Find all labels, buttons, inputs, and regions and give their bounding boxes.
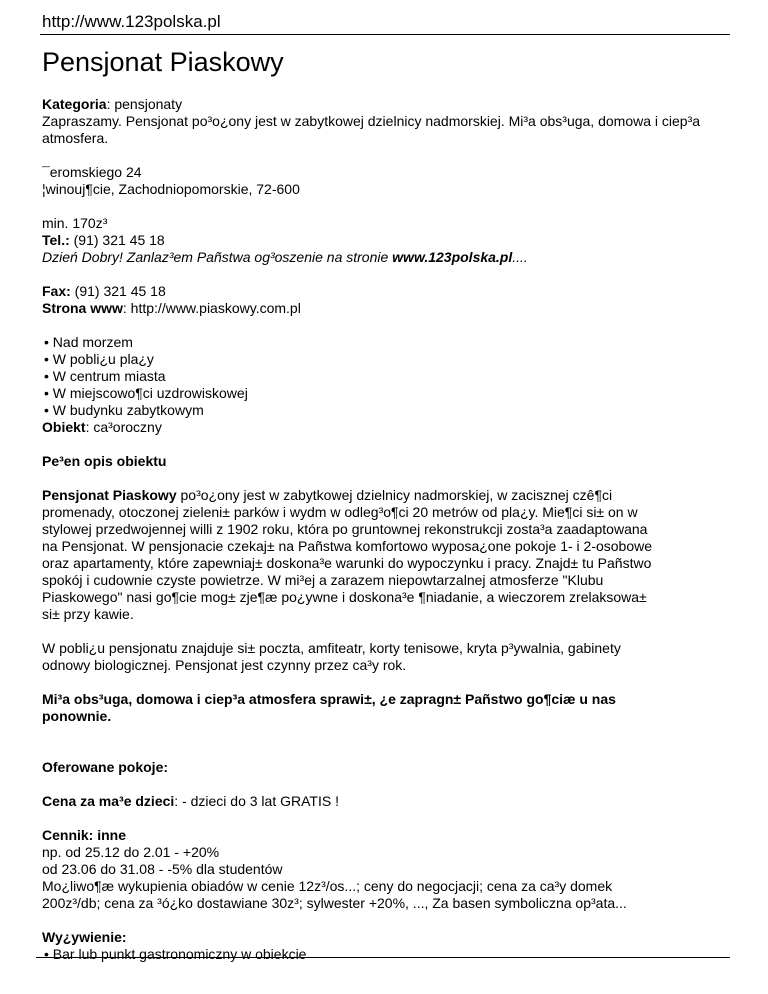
- desc-line: oraz apartamenty, które zapewniaj± doskona³e warunki do wypoczynku i pracy. Znajd± tu Pañstwo: [42, 555, 652, 571]
- full-desc-heading: Pe³en opis obiektu: [42, 453, 167, 469]
- desc-line: odnowy biologicznej. Pensjonat jest czynny przez ca³y rok.: [42, 657, 407, 673]
- object-line: [42, 419, 732, 436]
- fax-value: (91) 321 45 18: [70, 283, 166, 299]
- description-paragraph-2: W pobli¿u pensjonatu znajduje si± poczta, amfiteatr, korty tenisowe, kryta p³ywalnia, gabinety: [42, 640, 621, 656]
- desc-line: stylowej przedwojennej willi z 1902 roku, która po gruntownej rekonstrukcji zosta³a zaadaptowana: [42, 521, 648, 537]
- category-line: [42, 96, 732, 113]
- desc-line: ponownie.: [42, 708, 112, 724]
- www-value: : http://www.piaskowy.com.pl: [122, 300, 301, 316]
- listing-content: [42, 96, 732, 963]
- object-label: Obiekt: [42, 419, 86, 435]
- desc-bold-name: Pensjonat Piaskowy: [42, 487, 177, 503]
- description-paragraph-1: Pensjonat Piaskowy po³o¿ony jest w zabytkowej dzielnicy nadmorskiej, w zacisznej czê¶ci: [42, 487, 613, 503]
- intro-text: Zapraszamy. Pensjonat po³o¿ony jest w zabytkowej dzielnicy nadmorskiej. Mi³a obs³uga, domowa i ciep³a atmosfera.: [42, 113, 701, 146]
- desc-line: spokój i cudownie czyste powietrze. W mi³ej a zarazem niepowtarzalnej atmosferze "Klubu: [42, 572, 604, 588]
- footer-divider: [36, 957, 730, 958]
- www-line: [42, 300, 732, 317]
- www-label: Strona www: [42, 300, 123, 316]
- note-text: Dzień Dobry! Zanlaz³em Pañstwa og³oszenie na stronie: [42, 249, 393, 265]
- page-title: Pensjonat Piaskowy: [42, 47, 284, 77]
- pricelist-line: np. od 25.12 do 2.01 - +20%: [42, 844, 220, 860]
- feature-item: • W centrum miasta: [44, 368, 166, 384]
- category-label: Kategoria: [42, 96, 107, 112]
- fax-line: [42, 283, 732, 300]
- note-line: [42, 249, 732, 266]
- children-price-line: [42, 793, 732, 810]
- object-value: : ca³oroczny: [85, 419, 162, 435]
- header-divider: [40, 34, 730, 35]
- desc-line: Piaskowego" nasi go¶cie mog± zje¶æ po¿ywne i doskona³e ¶niadanie, a wieczorem zrelaksowa±: [42, 589, 647, 605]
- food-item: • Bar lub punkt gastronomiczny w obiekcie: [44, 946, 307, 962]
- tel-value: (91) 321 45 18: [69, 232, 165, 248]
- note-ellipsis: ....: [512, 249, 528, 265]
- desc-line: na Pensjonat. W pensjonacie czekaj± na Pañstwa komfortowo wyposa¿one pokoje 1- i 2-osobowe: [42, 538, 653, 554]
- header-url: http://www.123polska.pl: [42, 12, 221, 31]
- category-value: : pensjonaty: [106, 96, 183, 112]
- children-value: : - dzieci do 3 lat GRATIS !: [174, 793, 339, 809]
- feature-item: • W pobli¿u pla¿y: [44, 351, 154, 367]
- desc-line: promenady, otoczonej zieleni± parków i wydm w odleg³o¶ci 20 metrów od pla¿y. Mie¶ci si± on w: [42, 504, 638, 520]
- tel-line: [42, 232, 732, 249]
- description-paragraph-3: Mi³a obs³uga, domowa i ciep³a atmosfera sprawi±, ¿e zapragn± Pañstwo go¶ciæ u nas: [42, 691, 616, 707]
- pricelist-line: Mo¿liwo¶æ wykupienia obiadów w cenie 12z³/os...; ceny do negocjacji; cena za ca³y domek: [42, 878, 613, 894]
- rooms-heading: Oferowane pokoje:: [42, 759, 169, 775]
- food-heading: Wy¿ywienie:: [42, 929, 127, 945]
- pricelist-line: 200z³/db; cena za ³ó¿ko dostawiane 30z³; sylwester +20%, ..., Za basen symboliczna op³ata...: [42, 895, 627, 911]
- address-city: ¦winouj¶cie, Zachodniopomorskie, 72-600: [42, 181, 300, 197]
- fax-label: Fax:: [42, 283, 71, 299]
- desc-line: si± przy kawie.: [42, 606, 134, 622]
- feature-item: • W budynku zabytkowym: [44, 402, 204, 418]
- pricelist-heading: Cennik: inne: [42, 827, 127, 843]
- feature-item: • W miejscowo¶ci uzdrowiskowej: [44, 385, 248, 401]
- feature-item: • Nad morzem: [44, 334, 133, 350]
- address-street: ¯eromskiego 24: [42, 164, 142, 180]
- children-label: Cena za ma³e dzieci: [42, 793, 175, 809]
- price-line: min. 170z³: [42, 215, 108, 231]
- note-site: www.123polska.pl: [392, 249, 513, 265]
- pricelist-line: od 23.06 do 31.08 - -5% dla studentów: [42, 861, 283, 877]
- tel-label: Tel.:: [42, 232, 70, 248]
